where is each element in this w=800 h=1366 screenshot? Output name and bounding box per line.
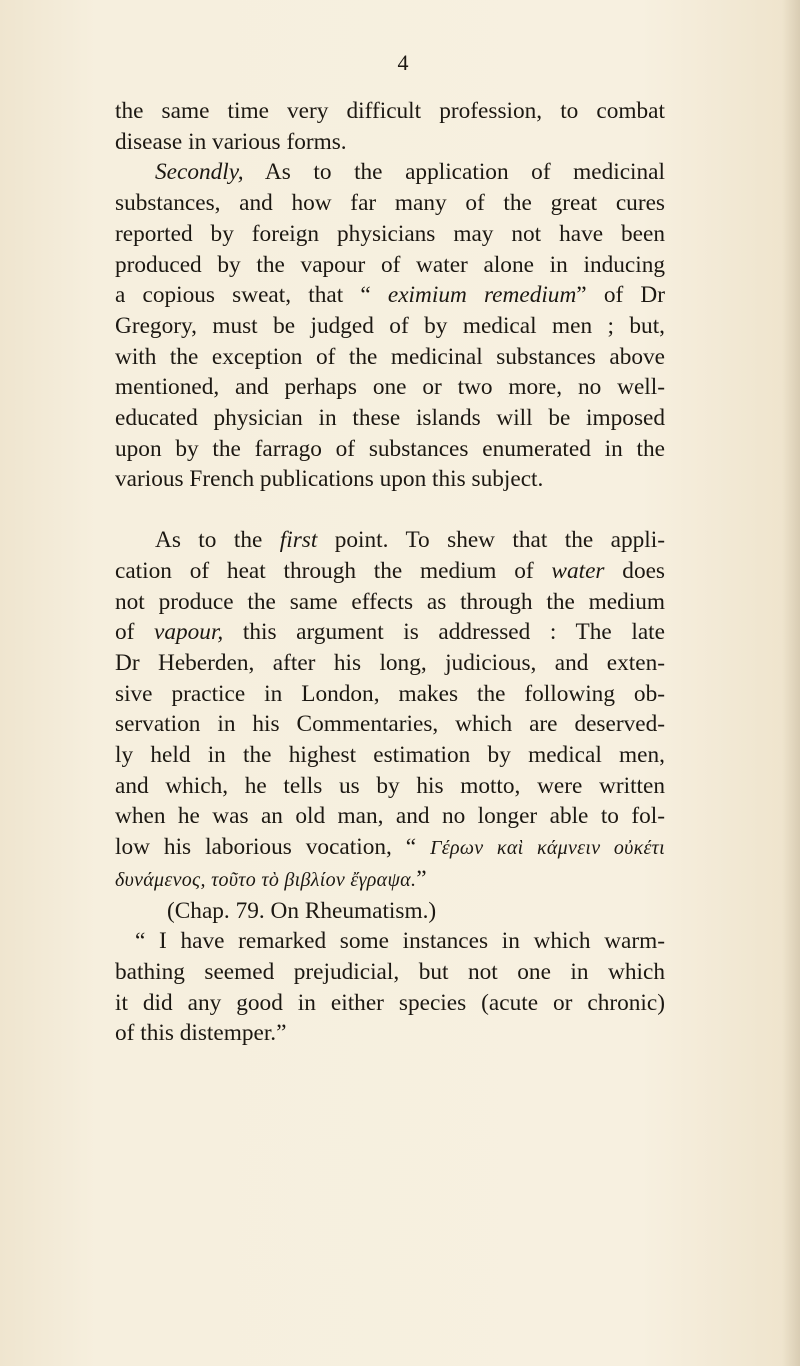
text-line: produced by the vapour of water alone in inducing [115,251,665,278]
text-line: various French publications upon this subject. [115,466,544,493]
text-line: bathing seemed prejudicial, but not one in which [115,958,665,985]
text-line [115,832,665,864]
text-fragment: does [604,557,666,584]
text-fragment: a copious sweat, that “ [115,282,388,309]
text-line [115,864,665,896]
paragraph-1 [115,96,665,157]
paragraph-2 [115,157,665,495]
text-line: the same time very difficult profession, to combat [115,98,665,124]
text-fragment: As to the [155,527,280,554]
chapter-reference: (Chap. 79. On Rheumatism.) [167,897,437,924]
text-line [115,280,665,311]
text-line: “ I have remarked some instances in which warm- [135,928,665,955]
text-line: Gregory, must be judged of by medical men ; but, [115,312,665,339]
text-fragment: ” of Dr [576,282,665,309]
text-line [115,617,665,648]
text-line [115,556,665,587]
italic-word: Secondly, [155,159,244,186]
text-fragment: As to the application of medicinal [243,159,665,186]
text-line: upon by the farrago of substances enumerated in the [115,435,665,462]
text-fragment: of [115,619,155,646]
text-line: disease in various forms. [115,128,347,155]
text-line: when he was an old man, and no longer able to fol- [115,803,665,830]
text-line: substances, and how far many of the great cures [115,190,665,217]
italic-word: first [279,527,318,554]
text-line: sive practice in London, makes the following ob- [115,680,665,707]
text-line: not produce the same effects as through the medium [115,588,665,615]
text-fragment: low his laborious vocation, “ [115,834,431,861]
text-fragment: cation of heat through the medium of [115,557,552,584]
text-line: with the exception of the medicinal substances above [115,343,665,370]
text-fragment: point. To shew that the appli- [317,527,666,554]
greek-quotation: Γέρων καὶ κάμνειν οὐκέτι [430,837,666,860]
italic-word: water [551,557,605,584]
text-line [115,157,665,188]
text-line: servation in his Commentaries, which are deserved- [115,711,665,738]
paragraph-gap [115,495,665,525]
greek-quotation: δυνάμενος, τοῦτο τὸ βιβλίον ἔγραψα. [115,868,417,891]
text-line [115,525,665,556]
text-fragment: this argument is addressed : The late [223,619,665,646]
paragraph-3 [115,525,665,1049]
italic-word: vapour, [154,619,224,646]
text-line: Dr Heberden, after his long, judicious, and exten- [115,649,665,676]
text-line: educated physician in these islands will be imposed [115,405,665,432]
text-line: mentioned, and perhaps one or two more, no well- [115,374,665,401]
page-number: 4 [397,50,409,75]
text-line: and which, he tells us by his motto, were written [115,772,665,799]
text-line: of this distemper.” [115,1020,287,1047]
body-text [115,96,665,1049]
text-line: it did any good in either species (acute or chronic) [115,989,665,1016]
text-fragment: ” [416,865,427,892]
text-line: reported by foreign physicians may not have been [115,220,665,247]
italic-phrase: eximium remedium [387,282,577,309]
text-line: ly held in the highest estimation by medical men, [115,742,665,769]
page-edge-shadow [782,0,800,1366]
